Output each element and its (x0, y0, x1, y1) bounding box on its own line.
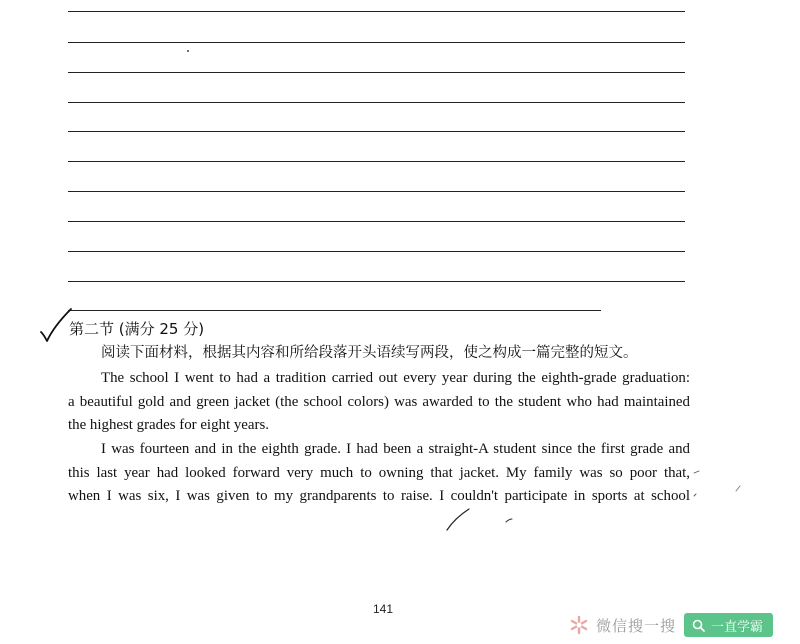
writing-line (68, 251, 685, 252)
passage-paragraph-2 (68, 438, 690, 509)
answer-writing-lines (0, 0, 800, 320)
writing-line (68, 191, 685, 192)
instruction-text: 阅读下面材料，根据其内容和所给段落开头语续写两段，使之构成一篇完整的短文。 (101, 345, 638, 361)
passage-line: this last year had looked forward very much to owning that jacket. My family was so poor that, (68, 464, 690, 481)
writing-line (68, 102, 685, 103)
writing-line (68, 131, 685, 132)
passage-line: the highest grades for eight years. (68, 417, 269, 434)
watermark-badge-text: 一直学霸 (711, 619, 764, 635)
passage-paragraph-1 (68, 367, 690, 438)
watermark-text: 微信搜一搜 (596, 616, 677, 635)
wechat-search-logo-icon (568, 614, 590, 636)
stray-ink-dot (187, 50, 189, 52)
pen-stroke (506, 519, 512, 522)
writing-line (68, 11, 685, 12)
passage-line: The school I went to had a tradition carried out every year during the eighth-grade graduation: (101, 370, 690, 386)
writing-line (68, 72, 685, 73)
writing-line (68, 281, 685, 282)
passage-line: a beautiful gold and green jacket (the school colors) was awarded to the student who had maintained (68, 393, 690, 410)
pen-stroke (447, 509, 469, 530)
writing-line (68, 161, 685, 162)
pen-stroke (736, 486, 740, 491)
pen-stroke (694, 494, 696, 496)
watermark (568, 611, 773, 639)
writing-line (68, 221, 685, 222)
page-number: 141 (372, 602, 394, 616)
writing-line (68, 42, 685, 43)
passage-line: I was fourteen and in the eighth grade. I had been a straight-A student since the first grade and (101, 441, 690, 457)
watermark-badge (684, 613, 773, 637)
search-icon (692, 619, 705, 632)
section-title: 第二节 (满分 25 分) (69, 320, 205, 338)
pen-stroke (694, 471, 699, 473)
writing-line-short (68, 310, 601, 311)
passage-line: when I was six, I was given to my grandparents to raise. I couldn't participate in sports at school (68, 488, 690, 505)
